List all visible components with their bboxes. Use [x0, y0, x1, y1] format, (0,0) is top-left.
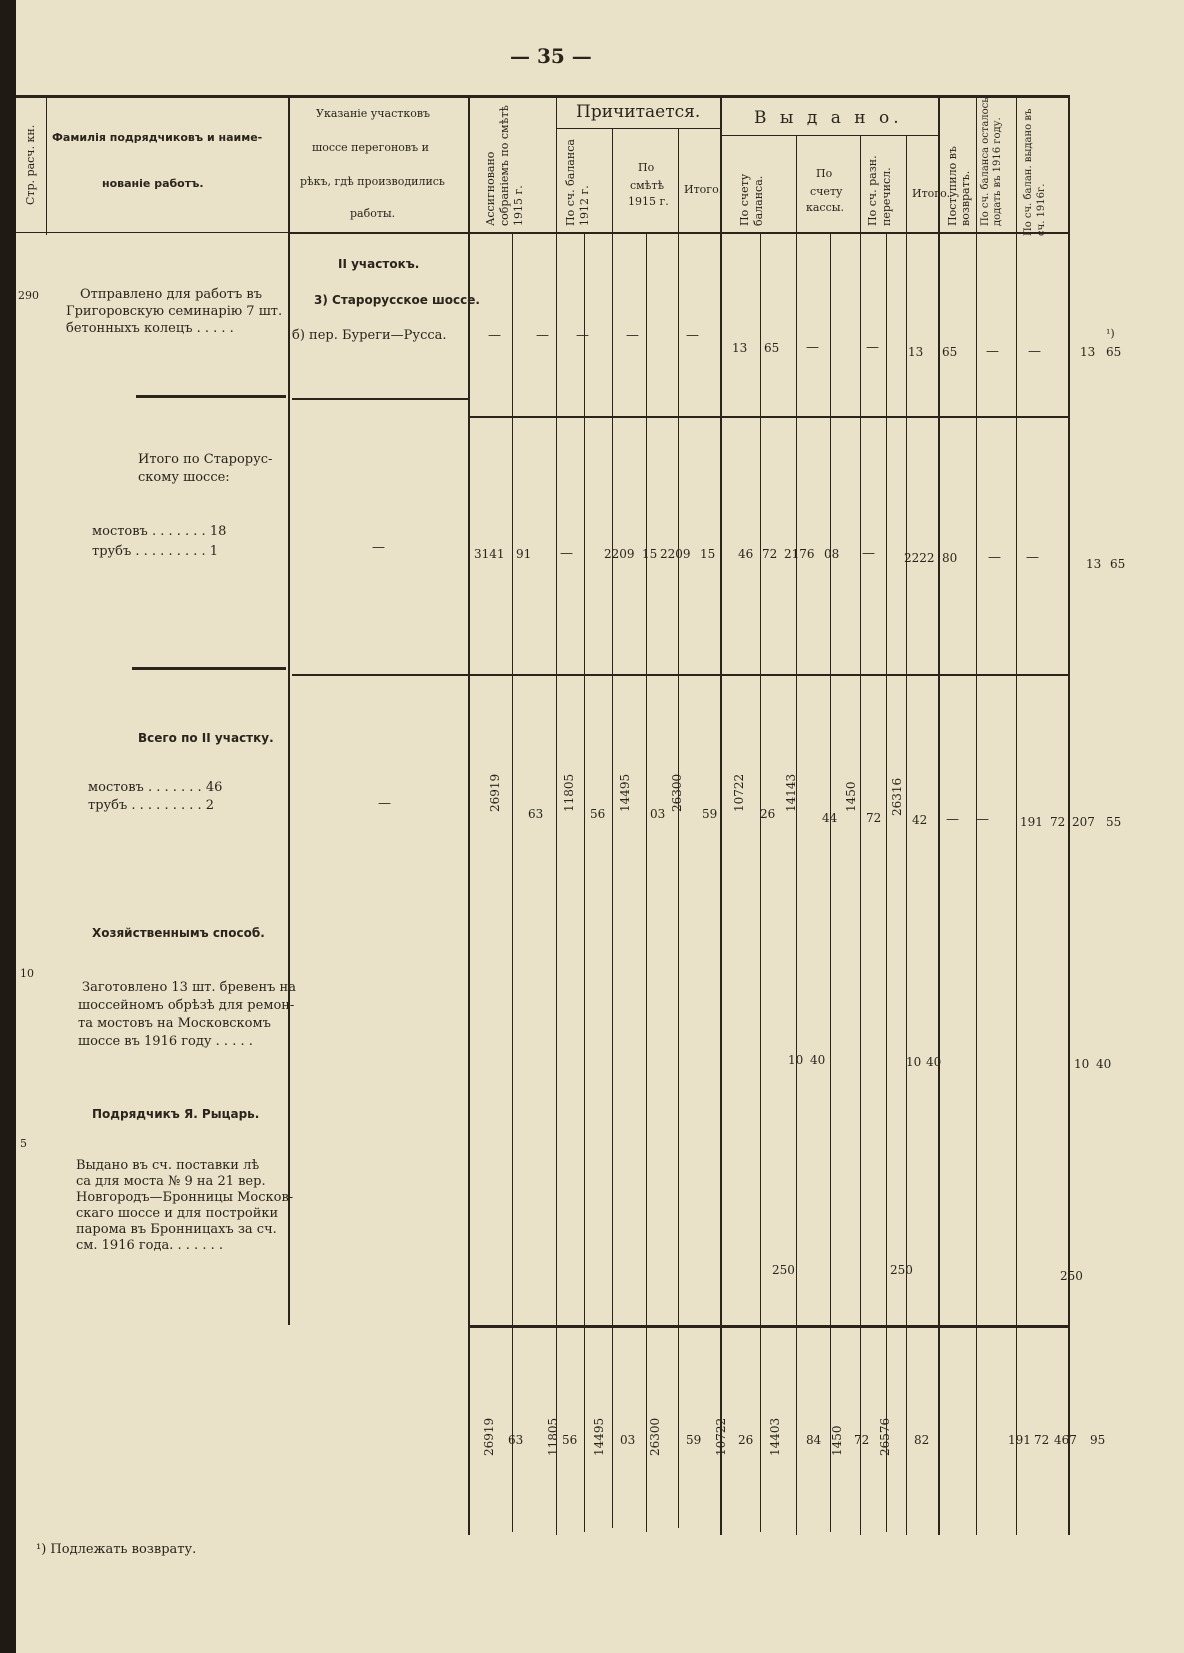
grand-due-total-r: 26300 [648, 1417, 662, 1456]
col-line [860, 135, 861, 1535]
row1-text-3: бетонныхъ колецъ . . . . . [66, 321, 234, 336]
total-ii-last-r: 207 [1072, 815, 1095, 829]
subtotal-dash: — [1026, 550, 1039, 565]
footnote: ¹) Подлежать возврату. [36, 1542, 197, 1557]
subtotal-dash: — [862, 546, 875, 561]
total-ii-remain-k: 72 [1050, 815, 1066, 829]
total-ii-due-total-k: 59 [702, 807, 718, 821]
paid-group-rule [720, 135, 940, 136]
header-due-total: Итого. [684, 183, 723, 196]
col-line [46, 95, 47, 235]
row1-text-2: Григоровскую семинарію 7 шт. [66, 304, 283, 319]
grand-remain-k: 72 [1034, 1433, 1050, 1447]
header-paid-cash-l3: кассы. [806, 201, 845, 214]
col-line [1016, 95, 1017, 1535]
row1-paid-total-r: 13 [908, 345, 924, 359]
subtotal-last-k: 65 [1110, 557, 1126, 571]
economic-last-r: 10 [1074, 1057, 1090, 1071]
col-line [556, 95, 557, 1535]
economic-last-k: 40 [1096, 1057, 1112, 1071]
header-due-1915-l3: 1915 г. [628, 195, 669, 208]
total-ii-remain-r: 191 [1020, 815, 1043, 829]
total-ii-paid-balance-r: 10722 [732, 773, 746, 812]
grand-paid-total-k: 82 [914, 1433, 930, 1447]
row1-dash: — [686, 328, 699, 343]
header-returned: Поступило въ возвратъ. [946, 146, 972, 226]
total-ii-due-1915-k: 03 [650, 807, 666, 821]
row1-dash: — [1028, 344, 1041, 359]
total-ii-paid-total-k: 42 [912, 813, 928, 827]
grand-due-1912-r: 11805 [546, 1417, 560, 1456]
grand-paid-balance-r: 10722 [714, 1417, 728, 1456]
total-ii-paid-cash-k: 44 [822, 811, 838, 825]
grand-total-rule [468, 1325, 1068, 1328]
total-ii-dash: — [946, 812, 959, 827]
header-paid-1916: По сч. балан. выдано въ сч. 1916г. [1023, 108, 1047, 236]
header-paid-group: В ы д а н о. [754, 108, 903, 128]
contractor-text-6: см. 1916 года. . . . . . . [76, 1238, 223, 1253]
header-assigned: Ассигновано собраніемъ по смѣтѣ 1915 г. [484, 105, 525, 226]
header-name-line2: нованіе работъ. [102, 177, 204, 190]
header-bottom-rule-left [16, 232, 288, 233]
header-paid-cash-l1: По [816, 167, 833, 180]
header-loc-line3: рѣкъ, гдѣ производились [300, 175, 445, 188]
row1-location: б) пер. Буреги—Русса. [292, 328, 447, 343]
subtotal-dash: — [560, 546, 573, 561]
col-line [938, 95, 940, 1535]
subtotal-paid-total-k: 80 [942, 551, 958, 565]
col-line [512, 232, 513, 1532]
header-loc-line4: работы. [350, 207, 396, 220]
total-ii-paid-transfer-k: 72 [866, 811, 882, 825]
header-loc-line2: шоссе перегоновъ и [312, 141, 429, 154]
col-line [288, 95, 290, 1325]
header-name-line1: Фамилія подрядчиковъ и наиме- [52, 131, 263, 144]
header-due-1915-l1: По [638, 161, 655, 174]
grand-due-1915-k: 03 [620, 1433, 636, 1447]
subtotal-paid-balance-r: 46 [738, 547, 754, 561]
contractor-ref: 5 [20, 1137, 27, 1150]
contractor-text-4: скаго шоссе и для постройки [76, 1206, 279, 1221]
total-ii-assigned-k: 63 [528, 807, 544, 821]
highway-label: 3) Старорусское шоссе. [314, 293, 480, 307]
row1-paid-balance-r: 13 [732, 341, 748, 355]
grand-paid-total-r: 26576 [878, 1417, 892, 1456]
subtotal-label-1: Итого по Старорус- [138, 452, 273, 467]
contractor-heading: Подрядчикъ Я. Рыцарь. [92, 1107, 260, 1121]
subtotal-due-1915-r: 2209 [604, 547, 635, 561]
grand-due-1915-r: 14495 [592, 1417, 606, 1456]
grand-last-r: 467 [1054, 1433, 1077, 1447]
row1-dash: — [806, 340, 819, 355]
header-paid-cash-l2: счету [810, 185, 843, 198]
subtotal-paid-total-r: 2222 [904, 551, 935, 565]
row1-rule-mid [292, 398, 468, 400]
contractor-paid-cash: 250 [772, 1263, 795, 1277]
grand-last-k: 95 [1090, 1433, 1106, 1447]
due-group-rule [556, 128, 720, 129]
row1-last-k: 65 [1106, 345, 1122, 359]
row1-rule-left [136, 395, 286, 398]
subtotal-bridges: мостовъ . . . . . . . 18 [92, 524, 227, 539]
row1-ref: 290 [18, 289, 39, 302]
header-remain-1916: По сч. баланса осталось додать въ 1916 году. [980, 97, 1003, 226]
subtotal-due-total-k: 15 [700, 547, 716, 561]
subtotal-due-total-r: 2209 [660, 547, 691, 561]
row1-dash: — [866, 340, 879, 355]
header-ref: Стр. расч. кн. [24, 124, 37, 205]
total-ii-paid-cash-r: 14143 [784, 773, 798, 812]
section-ii-label: II участокъ. [338, 257, 420, 271]
row1-paid-total-k: 65 [942, 345, 958, 359]
ledger-page [16, 0, 1184, 1653]
row1-dash: — [626, 328, 639, 343]
subtotal-due-1915-k: 15 [642, 547, 658, 561]
grand-paid-cash-k: 84 [806, 1433, 822, 1447]
col-line [796, 135, 797, 1535]
total-ii-last-k: 55 [1106, 815, 1122, 829]
grand-paid-cash-r: 14403 [768, 1417, 782, 1456]
total-ii-label: Всего по II участку. [138, 731, 274, 745]
grand-paid-transfer-r: 1450 [830, 1425, 844, 1456]
total-ii-due-1912-k: 56 [590, 807, 606, 821]
contractor-text-5: парома въ Бронницахъ за сч. [76, 1222, 277, 1237]
economic-text-3: та мостовъ на Московскомъ [78, 1016, 271, 1031]
page-number: — 35 — [510, 44, 592, 68]
grand-due-1912-k: 56 [562, 1433, 578, 1447]
header-loc-line1: Указаніе участковъ [316, 107, 431, 120]
contractor-text-2: са для моста № 9 на 21 вер. [76, 1174, 266, 1189]
total-ii-due-1915-r: 14495 [618, 773, 632, 812]
total-ii-due-total-r: 26300 [670, 773, 684, 812]
col-line [1068, 95, 1070, 1535]
row1-text-1: Отправлено для работъ въ [80, 287, 262, 302]
col-line [760, 232, 761, 1532]
col-line [646, 232, 647, 1532]
economic-ref: 10 [20, 967, 34, 980]
table-top-rule [16, 95, 1068, 98]
grand-assigned-k: 63 [508, 1433, 524, 1447]
contractor-text-3: Новгородъ—Бронницы Москов- [76, 1190, 294, 1205]
grand-remain-r: 191 [1008, 1433, 1031, 1447]
subtotal-rule-right [292, 674, 1068, 676]
total-ii-pipes: трубъ . . . . . . . . . 2 [88, 798, 215, 813]
grand-due-total-k: 59 [686, 1433, 702, 1447]
subtotal-paid-cash-r: 2176 [784, 547, 815, 561]
row1-dash: — [488, 328, 501, 343]
economic-text-2: шоссейномъ обрѣзѣ для ремон- [78, 998, 295, 1013]
economic-paid-cash-r: 10 [788, 1053, 804, 1067]
subtotal-paid-balance-k: 72 [762, 547, 778, 561]
subtotal-assigned-r: 3141 [474, 547, 505, 561]
total-ii-dash: — [976, 812, 989, 827]
total-ii-assigned-r: 26919 [488, 773, 502, 812]
subtotal-dash: — [988, 550, 1001, 565]
header-paid-balance: По счету баланса. [738, 173, 765, 226]
total-ii-dash: — [378, 796, 391, 811]
col-line [584, 232, 585, 1532]
subtotal-label-2: скому шоссе: [138, 470, 230, 485]
total-ii-paid-transfer-r: 1450 [844, 781, 858, 812]
grand-assigned-r: 26919 [482, 1417, 496, 1456]
row1-rule-right [468, 416, 1068, 418]
header-paid-total: Итого. [912, 187, 951, 200]
total-ii-bridges: мостовъ . . . . . . . 46 [88, 780, 223, 795]
row1-dash: — [986, 344, 999, 359]
row1-last-r: 13 [1080, 345, 1096, 359]
contractor-paid-total: 250 [890, 1263, 913, 1277]
col-line [886, 232, 887, 1532]
grand-paid-balance-k: 26 [738, 1433, 754, 1447]
col-line [720, 95, 722, 1535]
subtotal-assigned-k: 91 [516, 547, 532, 561]
subtotal-last-r: 13 [1086, 557, 1102, 571]
economic-text-1: Заготовлено 13 шт. бревенъ на [82, 980, 296, 995]
header-due-1912: По сч. баланса 1912 г. [564, 139, 591, 226]
subtotal-rule-left [132, 667, 286, 670]
subtotal-paid-cash-k: 08 [824, 547, 840, 561]
header-paid-transfer: По сч. разн. перечисл. [866, 155, 893, 226]
subtotal-dash: — [372, 540, 385, 555]
total-ii-paid-balance-k: 26 [760, 807, 776, 821]
economic-paid-total-k: 40 [926, 1055, 942, 1069]
col-line [906, 135, 907, 1535]
grand-paid-transfer-k: 72 [854, 1433, 870, 1447]
header-due-group: Причитается. [576, 102, 701, 122]
header-due-1915-l2: смѣтѣ [630, 179, 665, 192]
economic-paid-total-r: 10 [906, 1055, 922, 1069]
economic-text-4: шоссе въ 1916 году . . . . . [78, 1034, 253, 1049]
row1-dash: — [536, 328, 549, 343]
row1-dash: — [576, 328, 589, 343]
total-ii-paid-total-r: 26316 [890, 777, 904, 816]
economic-paid-cash-k: 40 [810, 1053, 826, 1067]
subtotal-pipes: трубъ . . . . . . . . . 1 [92, 544, 219, 559]
contractor-remain: 250 [1060, 1269, 1083, 1283]
row1-note-mark: ¹) [1106, 327, 1115, 340]
col-line [678, 128, 679, 1528]
row1-paid-balance-k: 65 [764, 341, 780, 355]
contractor-text-1: Выдано въ сч. поставки лѣ [76, 1158, 260, 1173]
economic-heading: Хозяйственнымъ способ. [92, 926, 265, 940]
col-line [830, 232, 831, 1532]
total-ii-due-1912-r: 11805 [562, 773, 576, 812]
col-line [468, 95, 470, 1535]
col-line [612, 128, 613, 1528]
